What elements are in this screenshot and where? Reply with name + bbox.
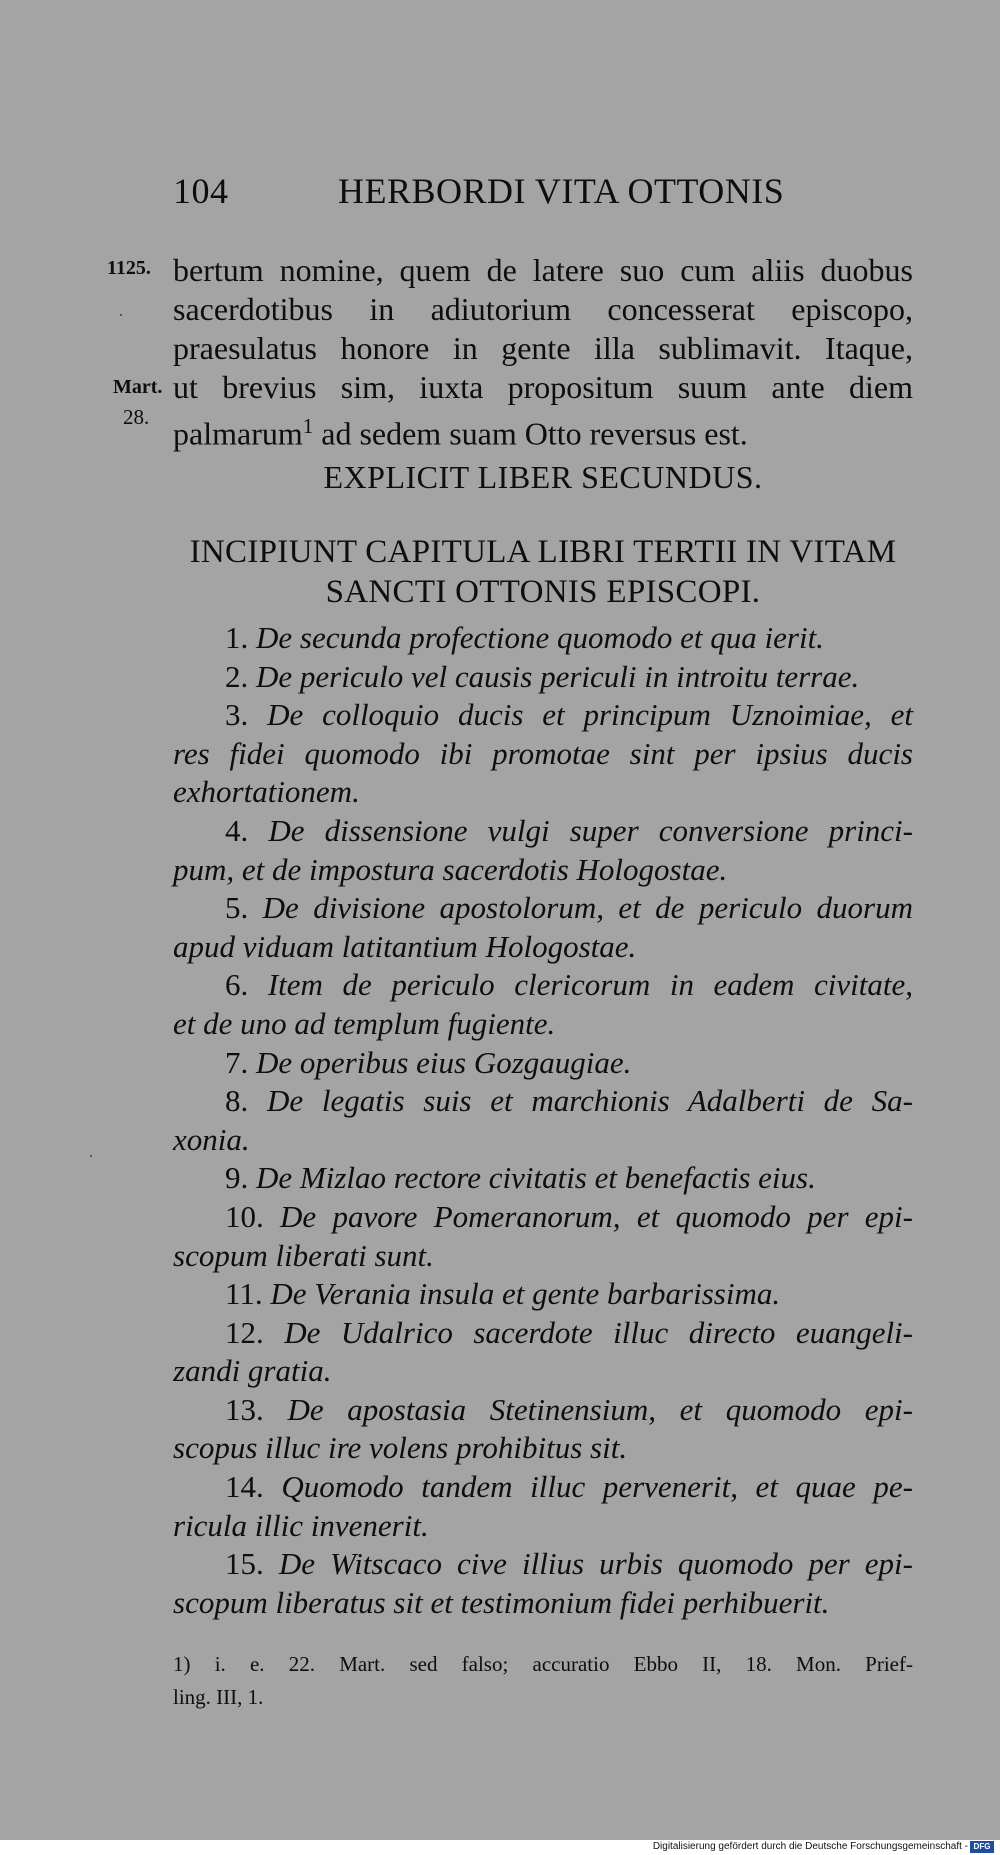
capitulum-line	[173, 889, 913, 928]
body-text	[173, 251, 913, 454]
speck	[90, 1155, 92, 1157]
capitulum-number: 9.	[225, 1160, 249, 1196]
capitulum-text: xonia.	[173, 1121, 250, 1157]
page-header	[0, 170, 1000, 220]
body-line: palmarum$^1$ ad sedem suam Otto reversus est.	[173, 414, 748, 452]
digitization-credit: Digitalisierung gefördert durch die Deutsche Forschungsgemeinschaft -	[652, 1841, 968, 1852]
capitulum-number: 11.	[225, 1276, 263, 1312]
capitulum-text: De secunda profectione quomodo et qua ierit.	[256, 620, 824, 655]
capitulum-line	[173, 966, 913, 1005]
capitulum-line	[173, 696, 913, 735]
capitulum-number: 6.	[225, 967, 249, 1003]
capitulum-line	[173, 1429, 913, 1468]
chapter-heading-line-2: SANCTI OTTONIS EPISCOPI.	[325, 574, 761, 610]
speck	[120, 314, 122, 316]
dfg-logo: DFG	[970, 1841, 994, 1853]
capitulum-text: De colloquio ducis et principum Uznoimiae, et	[267, 697, 914, 733]
capitulum-line	[173, 1082, 913, 1121]
capitulum-line	[173, 1352, 913, 1391]
capitulum-line	[173, 1584, 913, 1623]
capitulum-line	[173, 658, 913, 697]
footnote-line: 1) i. e. 22. Mart. sed falso; accuratio Ebbo II, 18. Mon. Prief-	[173, 1652, 913, 1676]
capitulum-text: De Verania insula et gente barbarissima.	[270, 1276, 781, 1312]
capitulum-text: scopum liberati sunt.	[173, 1237, 434, 1273]
capitulum-text: De legatis suis et marchionis Adalberti de Sa-	[266, 1083, 914, 1119]
capitulum-text: De Mizlao rectore civitatis et benefactis eius.	[256, 1160, 816, 1196]
digitization-credit-bar	[0, 1840, 1000, 1855]
body-line: praesulatus honore in gente illa sublimavit. Itaque,	[173, 330, 913, 366]
capitula-list	[173, 619, 913, 1622]
explicit-line: EXPLICIT LIBER SECUNDUS.	[323, 459, 763, 495]
capitulum-text: De pavore Pomeranorum, et quomodo per epi-	[280, 1198, 913, 1234]
capitulum-text: exhortationem.	[173, 774, 360, 810]
capitulum-line	[173, 1391, 913, 1430]
body-line: bertum nomine, quem de latere suo cum aliis duobus	[173, 252, 913, 288]
capitulum-line	[173, 1159, 913, 1198]
capitulum-line	[173, 1121, 913, 1160]
capitulum-number: 10.	[225, 1198, 264, 1234]
running-title: HERBORDI VITA OTTONIS	[338, 171, 785, 211]
capitulum-number: 2.	[225, 658, 249, 694]
capitulum-number: 14.	[225, 1469, 264, 1505]
page-number: 104	[173, 171, 229, 211]
capitulum-text: res fidei quomodo ibi promotae sint per ipsius ducis	[173, 735, 913, 771]
capitulum-line	[173, 812, 913, 851]
capitulum-text: De divisione apostolorum, et de periculo duorum	[262, 890, 914, 926]
capitulum-text: pum, et de impostura sacerdotis Hologostae.	[173, 851, 728, 887]
capitulum-line	[173, 1044, 913, 1083]
capitulum-text: De Witscaco cive illius urbis quomodo per epi-	[278, 1546, 913, 1582]
footnote	[173, 1648, 913, 1714]
body-line: ut brevius sim, iuxta propositum suum ante diem	[173, 369, 913, 405]
capitulum-text: scopus illuc ire volens prohibitus sit.	[173, 1430, 628, 1466]
capitulum-text: De Udalrico sacerdote illuc directo euangeli-	[284, 1314, 913, 1350]
capitulum-number: 8.	[225, 1083, 249, 1119]
capitulum-text: De periculo vel causis periculi in introitu terrae.	[256, 658, 860, 694]
capitulum-line	[173, 1005, 913, 1044]
capitulum-text: Quomodo tandem illuc pervenerit, et quae pe-	[281, 1469, 913, 1505]
body-line: sacerdotibus in adiutorium concesserat episcopo,	[173, 291, 913, 327]
capitulum-text: et de uno ad templum fugiente.	[173, 1005, 556, 1041]
footnote-reference: 1	[302, 414, 314, 438]
capitulum-line	[173, 928, 913, 967]
capitulum-line	[173, 1275, 913, 1314]
capitulum-text: De operibus eius Gozgaugiae.	[256, 1044, 632, 1080]
capitulum-text: scopum liberatus sit et testimonium fidei perhibuerit.	[173, 1584, 830, 1620]
capitulum-line	[173, 1314, 913, 1353]
capitulum-number: 5.	[225, 890, 249, 926]
margin-year: 1125.	[107, 257, 151, 279]
capitulum-text: De dissensione vulgi super conversione princi-	[268, 812, 913, 848]
margin-month: Mart.	[113, 376, 163, 398]
chapter-heading-line-1: INCIPIUNT CAPITULA LIBRI TERTII IN VITAM	[189, 534, 897, 570]
capitulum-number: 4.	[225, 812, 249, 848]
capitulum-number: 15.	[225, 1546, 264, 1582]
capitulum-line	[173, 1545, 913, 1584]
capitulum-number: 7.	[225, 1044, 249, 1080]
capitulum-line	[173, 773, 913, 812]
capitulum-number: 1.	[225, 620, 249, 655]
margin-day: 28.	[123, 405, 150, 429]
capitulum-number: 13.	[225, 1391, 264, 1427]
capitulum-line	[173, 619, 913, 658]
capitulum-text: Item de periculo clericorum in eadem civitate,	[267, 967, 914, 1003]
capitulum-text: apud viduam latitantium Hologostae.	[173, 928, 637, 964]
capitulum-number: 12.	[225, 1314, 264, 1350]
capitulum-line	[173, 1198, 913, 1237]
capitulum-line	[173, 1237, 913, 1276]
capitulum-line	[173, 851, 913, 890]
capitulum-number: 3.	[225, 697, 249, 733]
capitulum-line	[173, 1507, 913, 1546]
capitulum-line	[173, 1468, 913, 1507]
capitulum-text: De apostasia Stetinensium, et quomodo epi-	[287, 1391, 913, 1427]
capitulum-text: zandi gratia.	[173, 1353, 332, 1389]
footnote-line: ling. III, 1.	[173, 1685, 264, 1709]
capitulum-line	[173, 735, 913, 774]
capitulum-text: ricula illic invenerit.	[173, 1507, 429, 1543]
